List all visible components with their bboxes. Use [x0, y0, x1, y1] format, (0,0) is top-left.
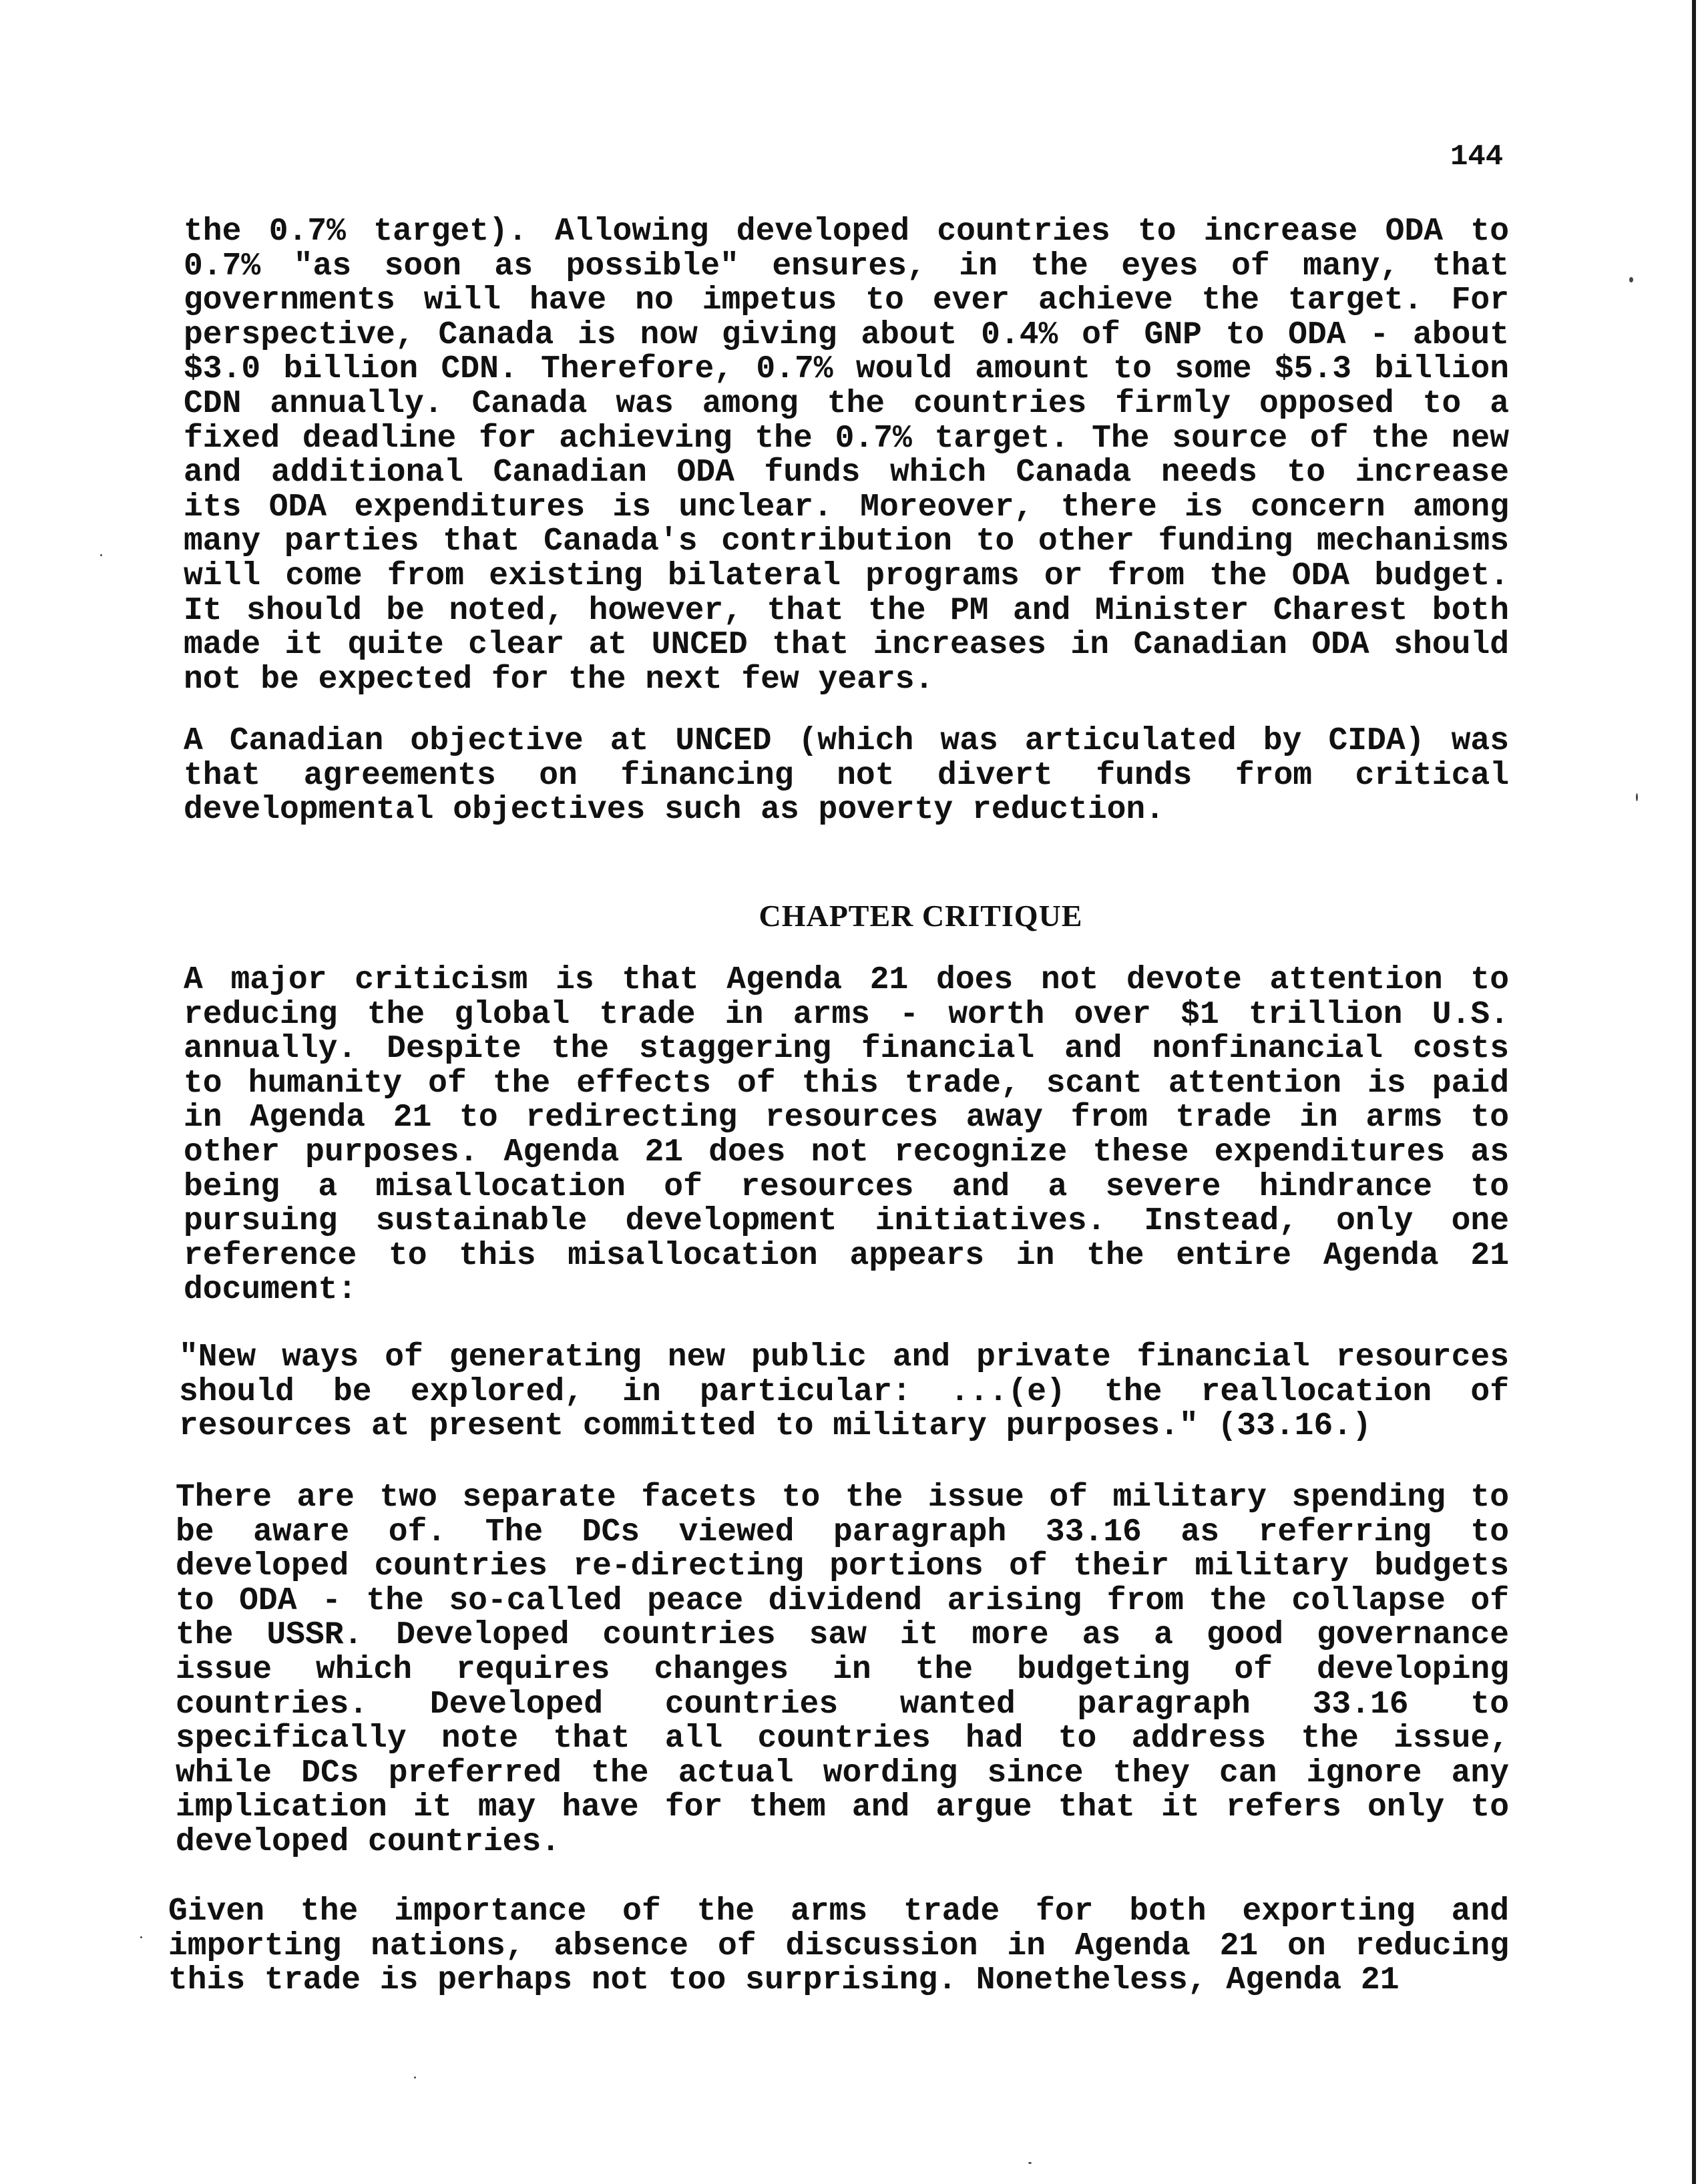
text-line: the 0.7% target). Allowing developed countries to increase ODA to: [184, 214, 1509, 250]
text-line: resources at present committed to military purposes." (33.16.): [179, 1408, 1371, 1445]
text-line: 0.7% "as soon as possible" ensures, in the eyes of many, that: [184, 248, 1509, 284]
text-line: will come from existing bilateral programs or from the ODA budget.: [184, 558, 1509, 594]
text-line: A Canadian objective at UNCED (which was articulated by CIDA) was: [184, 723, 1509, 759]
scan-speck: [1636, 793, 1638, 801]
text-line: document:: [184, 1272, 357, 1309]
text-line: and additional Canadian ODA funds which Canada needs to increase: [184, 455, 1509, 491]
section-heading-text: CHAPTER CRITIQUE: [759, 899, 1083, 933]
scan-speck: [414, 2077, 416, 2079]
text-line: its ODA expenditures is unclear. Moreover, there is concern among: [184, 489, 1509, 525]
paragraph-oda-target: [184, 215, 1509, 697]
text-line: importing nations, absence of discussion in Agenda 21 on reducing: [168, 1928, 1509, 1964]
text-line: governments will have no impetus to ever achieve the target. For: [184, 282, 1509, 319]
text-line: pursuing sustainable development initiatives. Instead, only one: [184, 1203, 1509, 1240]
scan-speck: [1028, 2162, 1032, 2164]
text-line: It should be noted, however, that the PM and Minister Charest both: [184, 592, 1509, 629]
text-line: annually. Despite the staggering financial and nonfinancial costs: [184, 1031, 1509, 1068]
text-line: be aware of. The DCs viewed paragraph 33.16 as referring to: [176, 1514, 1509, 1550]
text-line: to ODA - the so-called peace dividend arising from the collapse of: [176, 1582, 1509, 1619]
text-line: made it quite clear at UNCED that increases in Canadian ODA should: [184, 627, 1509, 664]
text-line: "New ways of generating new public and private financial resources: [179, 1339, 1509, 1375]
text-line: other purposes. Agenda 21 does not recognize these expenditures as: [184, 1134, 1509, 1170]
text-line: this trade is perhaps not too surprising. Nonetheless, Agenda 21: [168, 1962, 1400, 1999]
text-line: countries. Developed countries wanted paragraph 33.16 to: [176, 1686, 1509, 1723]
text-line: developed countries re-directing portions of their military budgets: [176, 1548, 1509, 1585]
text-line: issue which requires changes in the budgeting of developing: [176, 1651, 1509, 1688]
text-line: should be explored, in particular: ...(e) the reallocation of: [179, 1373, 1509, 1410]
text-line: A major criticism is that Agenda 21 does not devote attention to: [184, 962, 1509, 998]
text-line: CDN annually. Canada was among the countries firmly opposed to a: [184, 385, 1509, 422]
text-line: perspective, Canada is now giving about 0.4% of GNP to ODA - about: [184, 316, 1509, 353]
text-line: implication it may have for them and argue that it refers only to: [176, 1789, 1509, 1826]
text-line: in Agenda 21 to redirecting resources away from trade in arms to: [184, 1100, 1509, 1136]
scan-speck: [100, 554, 102, 556]
text-line: not be expected for the next few years.: [184, 661, 934, 698]
text-line: reducing the global trade in arms - worth over $1 trillion U.S.: [184, 996, 1509, 1033]
paragraph-major-criticism: [184, 963, 1509, 1308]
text-line: $3.0 billion CDN. Therefore, 0.7% would amount to some $5.3 billion: [184, 351, 1509, 388]
scan-edge-line: [1692, 0, 1696, 2184]
text-line: Given the importance of the arms trade for both exporting and: [168, 1894, 1509, 1930]
text-line: that agreements on financing not divert funds from critical: [184, 757, 1509, 794]
text-line: developmental objectives such as poverty reduction.: [184, 792, 1165, 829]
text-line: developed countries.: [176, 1823, 561, 1860]
paragraph-quote: [179, 1341, 1509, 1444]
text-line: to humanity of the effects of this trade, scant attention is paid: [184, 1065, 1509, 1102]
text-line: many parties that Canada's contribution to other funding mechanisms: [184, 523, 1509, 560]
text-line: the USSR. Developed countries saw it more as a good governance: [176, 1617, 1509, 1654]
scan-speck: [140, 1936, 142, 1938]
section-heading: [0, 898, 1708, 933]
text-line: There are two separate facets to the issue of military spending to: [176, 1480, 1509, 1516]
text-line: being a misallocation of resources and a severe hindrance to: [184, 1168, 1509, 1205]
text-line: fixed deadline for achieving the 0.7% target. The source of the new: [184, 420, 1509, 457]
text-line: specifically note that all countries had to address the issue,: [176, 1721, 1509, 1757]
paragraph-arms-trade: [168, 1895, 1509, 1998]
scan-speck: [1629, 277, 1633, 282]
text-line: reference to this misallocation appears in the entire Agenda 21: [184, 1237, 1509, 1274]
text-line: while DCs preferred the actual wording since they can ignore any: [176, 1755, 1509, 1791]
paragraph-military-spending: [176, 1481, 1509, 1860]
paragraph-canadian-objective: [184, 724, 1509, 828]
page-number: 144: [1450, 140, 1504, 174]
